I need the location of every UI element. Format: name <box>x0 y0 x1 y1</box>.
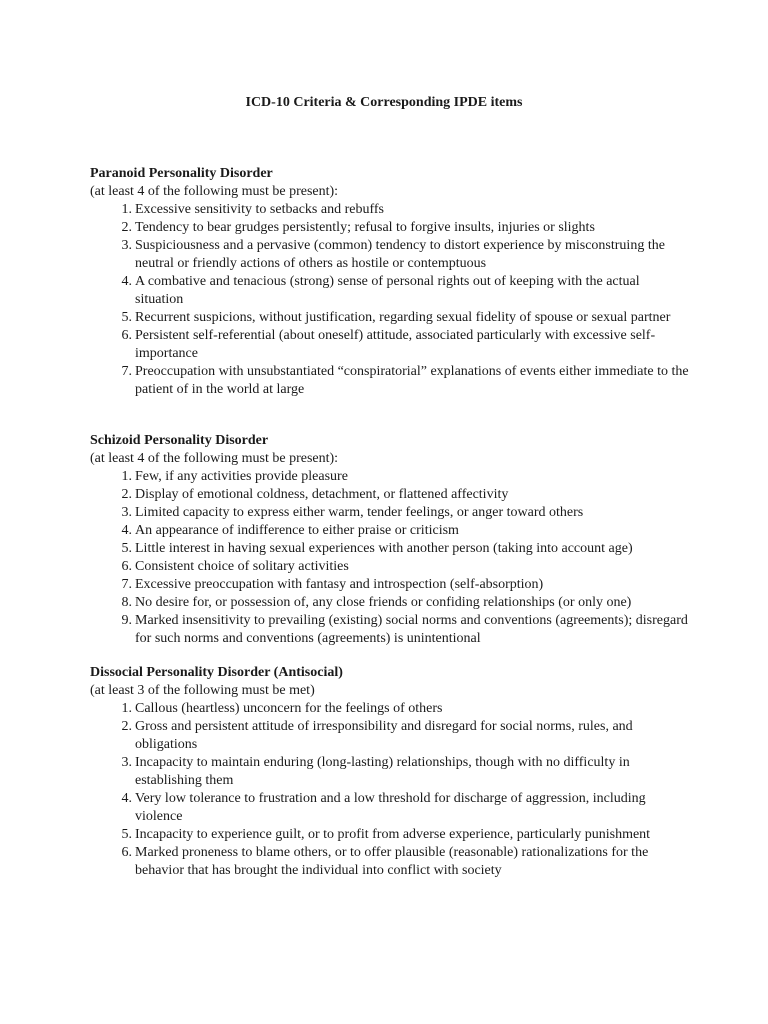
item-number: 1. <box>121 701 132 716</box>
item-number: 3. <box>121 505 132 520</box>
list-item <box>121 504 690 522</box>
item-text: Excessive preoccupation with fantasy and introspection (self-absorption) <box>135 577 544 592</box>
list-item <box>121 273 690 309</box>
section-heading: Schizoid Personality Disorder <box>90 433 269 448</box>
list-item <box>121 594 690 612</box>
item-number: 2. <box>121 487 132 502</box>
item-text: Incapacity to experience guilt, or to profit from adverse experience, particularly punishment <box>135 827 651 842</box>
item-text: A combative and tenacious (strong) sense of personal rights out of keeping with the actual situation <box>135 274 640 307</box>
criteria-list <box>90 700 690 880</box>
section-note: (at least 4 of the following must be present): <box>90 184 339 199</box>
list-item <box>121 363 690 399</box>
section-heading: Paranoid Personality Disorder <box>90 166 273 181</box>
item-text: Marked insensitivity to prevailing (existing) social norms and conventions (agreements); disregard for such norms and conventions (agreements) is unintentional <box>135 613 688 646</box>
item-text: Marked proneness to blame others, or to offer plausible (reasonable) rationalizations for the behavior that has brought the individual into conflict with society <box>135 845 649 878</box>
item-number: 5. <box>121 310 132 325</box>
list-item <box>121 576 690 594</box>
item-text: Recurrent suspicions, without justification, regarding sexual fidelity of spouse or sexual partner <box>135 310 671 325</box>
section-dissocial-personality-disorder <box>90 664 690 880</box>
list-item <box>121 327 690 363</box>
item-text: Callous (heartless) unconcern for the feelings of others <box>135 701 443 716</box>
item-number: 4. <box>121 274 132 289</box>
list-item <box>121 201 690 219</box>
section-paranoid-personality-disorder <box>90 165 690 399</box>
item-text: Preoccupation with unsubstantiated “conspiratorial” explanations of events either immediate to the patient of in the world at large <box>135 364 689 397</box>
list-item <box>121 718 690 754</box>
item-text: Excessive sensitivity to setbacks and rebuffs <box>135 202 384 217</box>
item-text: Persistent self-referential (about oneself) attitude, associated particularly with excessive self-importance <box>135 328 656 361</box>
item-text: No desire for, or possession of, any close friends or confiding relationships (or only one) <box>135 595 632 610</box>
list-item <box>121 237 690 273</box>
item-number: 3. <box>121 755 132 770</box>
item-text: An appearance of indifference to either praise or criticism <box>135 523 459 538</box>
item-number: 6. <box>121 845 132 860</box>
item-number: 4. <box>121 523 132 538</box>
item-text: Few, if any activities provide pleasure <box>135 469 348 484</box>
list-item <box>121 826 690 844</box>
item-number: 5. <box>121 827 132 842</box>
item-number: 7. <box>121 577 132 592</box>
item-number: 6. <box>121 328 132 343</box>
item-number: 7. <box>121 364 132 379</box>
item-number: 1. <box>121 202 132 217</box>
item-number: 2. <box>121 719 132 734</box>
item-number: 6. <box>121 559 132 574</box>
list-item <box>121 754 690 790</box>
item-number: 8. <box>121 595 132 610</box>
list-item <box>121 219 690 237</box>
item-number: 1. <box>121 469 132 484</box>
item-number: 9. <box>121 613 132 628</box>
item-text: Little interest in having sexual experiences with another person (taking into account age) <box>135 541 633 556</box>
item-text: Tendency to bear grudges persistently; refusal to forgive insults, injuries or slights <box>135 220 595 235</box>
item-text: Limited capacity to express either warm, tender feelings, or anger toward others <box>135 505 584 520</box>
list-item <box>121 522 690 540</box>
item-text: Very low tolerance to frustration and a low threshold for discharge of aggression, including violence <box>135 791 646 824</box>
item-text: Incapacity to maintain enduring (long-lasting) relationships, though with no difficulty in establishing them <box>135 755 630 788</box>
item-text: Display of emotional coldness, detachment, or flattened affectivity <box>135 487 509 502</box>
criteria-list <box>90 468 690 648</box>
item-text: Suspiciousness and a pervasive (common) tendency to distort experience by misconstruing the neutral or friendly actions of others as hostile or contemptuous <box>135 238 665 271</box>
item-number: 4. <box>121 791 132 806</box>
item-number: 3. <box>121 238 132 253</box>
list-item <box>121 844 690 880</box>
list-item <box>121 486 690 504</box>
list-item <box>121 309 690 327</box>
item-text: Consistent choice of solitary activities <box>135 559 349 574</box>
section-heading: Dissocial Personality Disorder (Antisocial) <box>90 665 343 680</box>
section-note: (at least 4 of the following must be present): <box>90 451 339 466</box>
list-item <box>121 558 690 576</box>
list-item <box>121 790 690 826</box>
list-item <box>121 540 690 558</box>
section-note: (at least 3 of the following must be met) <box>90 683 315 698</box>
item-text: Gross and persistent attitude of irresponsibility and disregard for social norms, rules, and obligations <box>135 719 633 752</box>
list-item <box>121 700 690 718</box>
criteria-list <box>90 201 690 399</box>
item-number: 5. <box>121 541 132 556</box>
list-item <box>121 468 690 486</box>
document-title: ICD-10 Criteria & Corresponding IPDE items <box>245 95 523 110</box>
list-item <box>121 612 690 648</box>
item-number: 2. <box>121 220 132 235</box>
section-schizoid-personality-disorder <box>90 432 690 648</box>
